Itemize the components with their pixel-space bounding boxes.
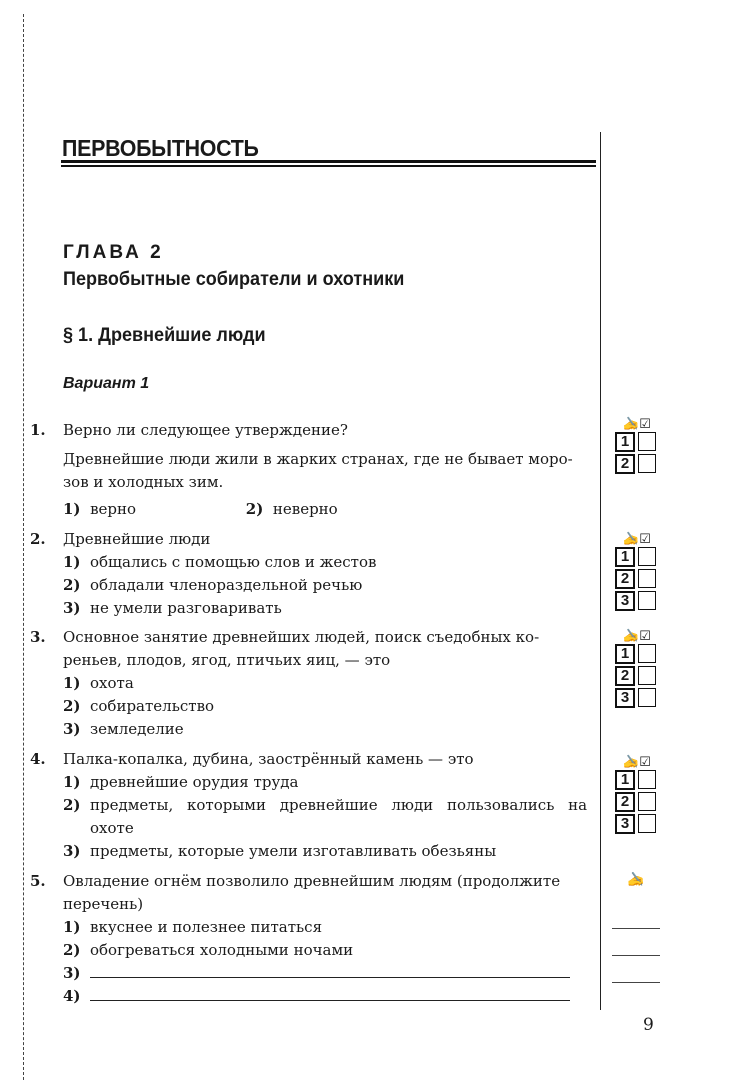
option-text: собирательство [90,697,215,715]
pen-icon: ✍ [623,531,640,546]
answer-box[interactable] [638,569,656,588]
option-text: общались с помощью слов и жестов [90,553,377,571]
answer-box[interactable] [638,591,656,610]
answer-line[interactable] [612,956,660,983]
pen-icon: ✍ [623,416,640,431]
option-2 [63,794,595,840]
answer-row [615,666,656,688]
question-number: 4. [30,750,46,768]
question-text: Палка-копалка, дубина, заострённый камень — это [63,750,474,768]
question-text: Верно ли следующее утверждение? [63,421,348,439]
section-title: § 1. Древнейшие люди [63,325,266,346]
option-2 [63,939,595,962]
option-1 [63,498,241,521]
option-number: 3) [63,964,81,982]
pen-icon: ✍ [627,873,645,888]
title-double-rule [61,160,596,167]
question-text: перечень) [63,895,144,913]
answer-box[interactable] [638,770,656,789]
option-text: предметы, которые умели изготавливать обезьяны [90,842,497,860]
question-text: реньев, плодов, ягод, птичьих яиц, — это [63,651,391,669]
option-3 [63,962,595,985]
checkbox-icon: ☑ [639,628,651,643]
question-4 [30,748,595,863]
answer-box[interactable] [638,547,656,566]
margin-rule [600,132,601,1010]
option-text: земледелие [90,720,184,738]
option-text: древнейшие орудия труда [90,773,299,791]
answer-number: 1 [615,547,635,567]
question-text: Древнейшие люди [63,530,211,548]
answer-row [615,688,656,710]
answer-line[interactable] [612,902,660,929]
answer-number: 3 [615,688,635,708]
option-2 [63,695,595,718]
option-text: верно [90,500,137,518]
answer-boxes-q2 [615,530,656,613]
option-number: 1) [63,500,81,518]
chapter-label: ГЛАВА 2 [63,242,164,263]
option-number: 4) [63,987,81,1005]
question-number: 2. [30,530,46,548]
option-2 [63,574,595,597]
option-number: 3) [63,599,81,617]
variant-label: Вариант 1 [63,375,150,392]
answer-number: 1 [615,432,635,452]
option-number: 1) [63,674,81,692]
option-1 [63,916,595,939]
question-text: Основное занятие древнейших людей, поиск съедобных ко- [63,628,540,646]
option-text: предметы, которыми древнейшие люди пользовались на [90,796,588,814]
option-number: 2) [63,697,81,715]
answer-row [615,814,656,836]
option-1 [63,771,595,794]
option-text: неверно [272,500,338,518]
checkbox-icon: ☑ [639,531,651,546]
question-number: 3. [30,628,46,646]
answer-number: 3 [615,814,635,834]
part-title: ПЕРВОБЫТНОСТЬ [62,135,259,161]
answer-box[interactable] [638,454,656,473]
statement-line: Древнейшие люди жили в жарких странах, где не бывает моро- [63,450,573,468]
answer-box[interactable] [638,792,656,811]
answer-row [615,770,656,792]
checkbox-icon: ☑ [639,416,651,431]
answer-number: 1 [615,770,635,790]
pen-icon: ✍ [623,754,640,769]
answer-boxes-q4 [615,753,656,836]
answer-boxes-q3 [615,627,656,710]
option-4 [63,985,595,1008]
answer-box[interactable] [638,688,656,707]
answer-row [615,644,656,666]
option-number: 2) [63,796,81,814]
answer-lines-q5 [612,872,660,983]
answer-number: 2 [615,666,635,686]
option-number: 3) [63,842,81,860]
option-text: вкуснее и полезнее питаться [90,918,323,936]
statement-line: зов и холодных зим. [63,473,224,491]
option-number: 1) [63,553,81,571]
answer-row [615,792,656,814]
option-text: обогреваться холодными ночами [90,941,354,959]
option-2 [246,498,338,521]
option-number: 2) [63,941,81,959]
question-1 [30,419,595,521]
option-text-continued: охоте [90,819,134,837]
option-3 [63,718,595,741]
question-number: 5. [30,872,46,890]
option-number: 1) [63,773,81,791]
question-2 [30,528,595,620]
answer-number: 2 [615,569,635,589]
answer-number: 1 [615,644,635,664]
question-text: Овладение огнём позволило древнейшим людям (продолжите [63,872,561,890]
option-number: 3) [63,720,81,738]
option-number: 2) [63,576,81,594]
answer-row [615,454,656,476]
option-1 [63,672,595,695]
option-number: 2) [245,500,264,518]
option-text: охота [90,674,134,692]
answer-number: 3 [615,591,635,611]
cut-line [23,14,24,1080]
checkbox-icon: ☑ [639,754,651,769]
question-number: 1. [30,421,46,439]
answer-row [615,432,656,454]
answer-number: 2 [615,792,635,812]
answer-row [615,547,656,569]
answer-boxes-q1 [615,415,656,476]
answer-row [615,591,656,613]
answer-number: 2 [615,454,635,474]
chapter-title: Первобытные собиратели и охотники [63,269,405,290]
answer-line[interactable] [612,929,660,956]
question-5 [30,870,595,1008]
answer-row [615,569,656,591]
option-1 [63,551,595,574]
option-3 [63,840,595,863]
answer-box[interactable] [638,814,656,833]
option-text: не умели разговаривать [90,599,282,617]
answer-box[interactable] [638,432,656,451]
option-3 [63,597,595,620]
page-number: 9 [643,1015,654,1035]
pen-icon: ✍ [623,628,640,643]
answer-box[interactable] [638,666,656,685]
option-number: 1) [63,918,81,936]
options [63,498,595,521]
answer-blank-4[interactable] [90,986,570,1001]
answer-box[interactable] [638,644,656,663]
answer-blank-3[interactable] [90,963,570,978]
option-text: обладали членораздельной речью [90,576,363,594]
question-3 [30,626,595,741]
